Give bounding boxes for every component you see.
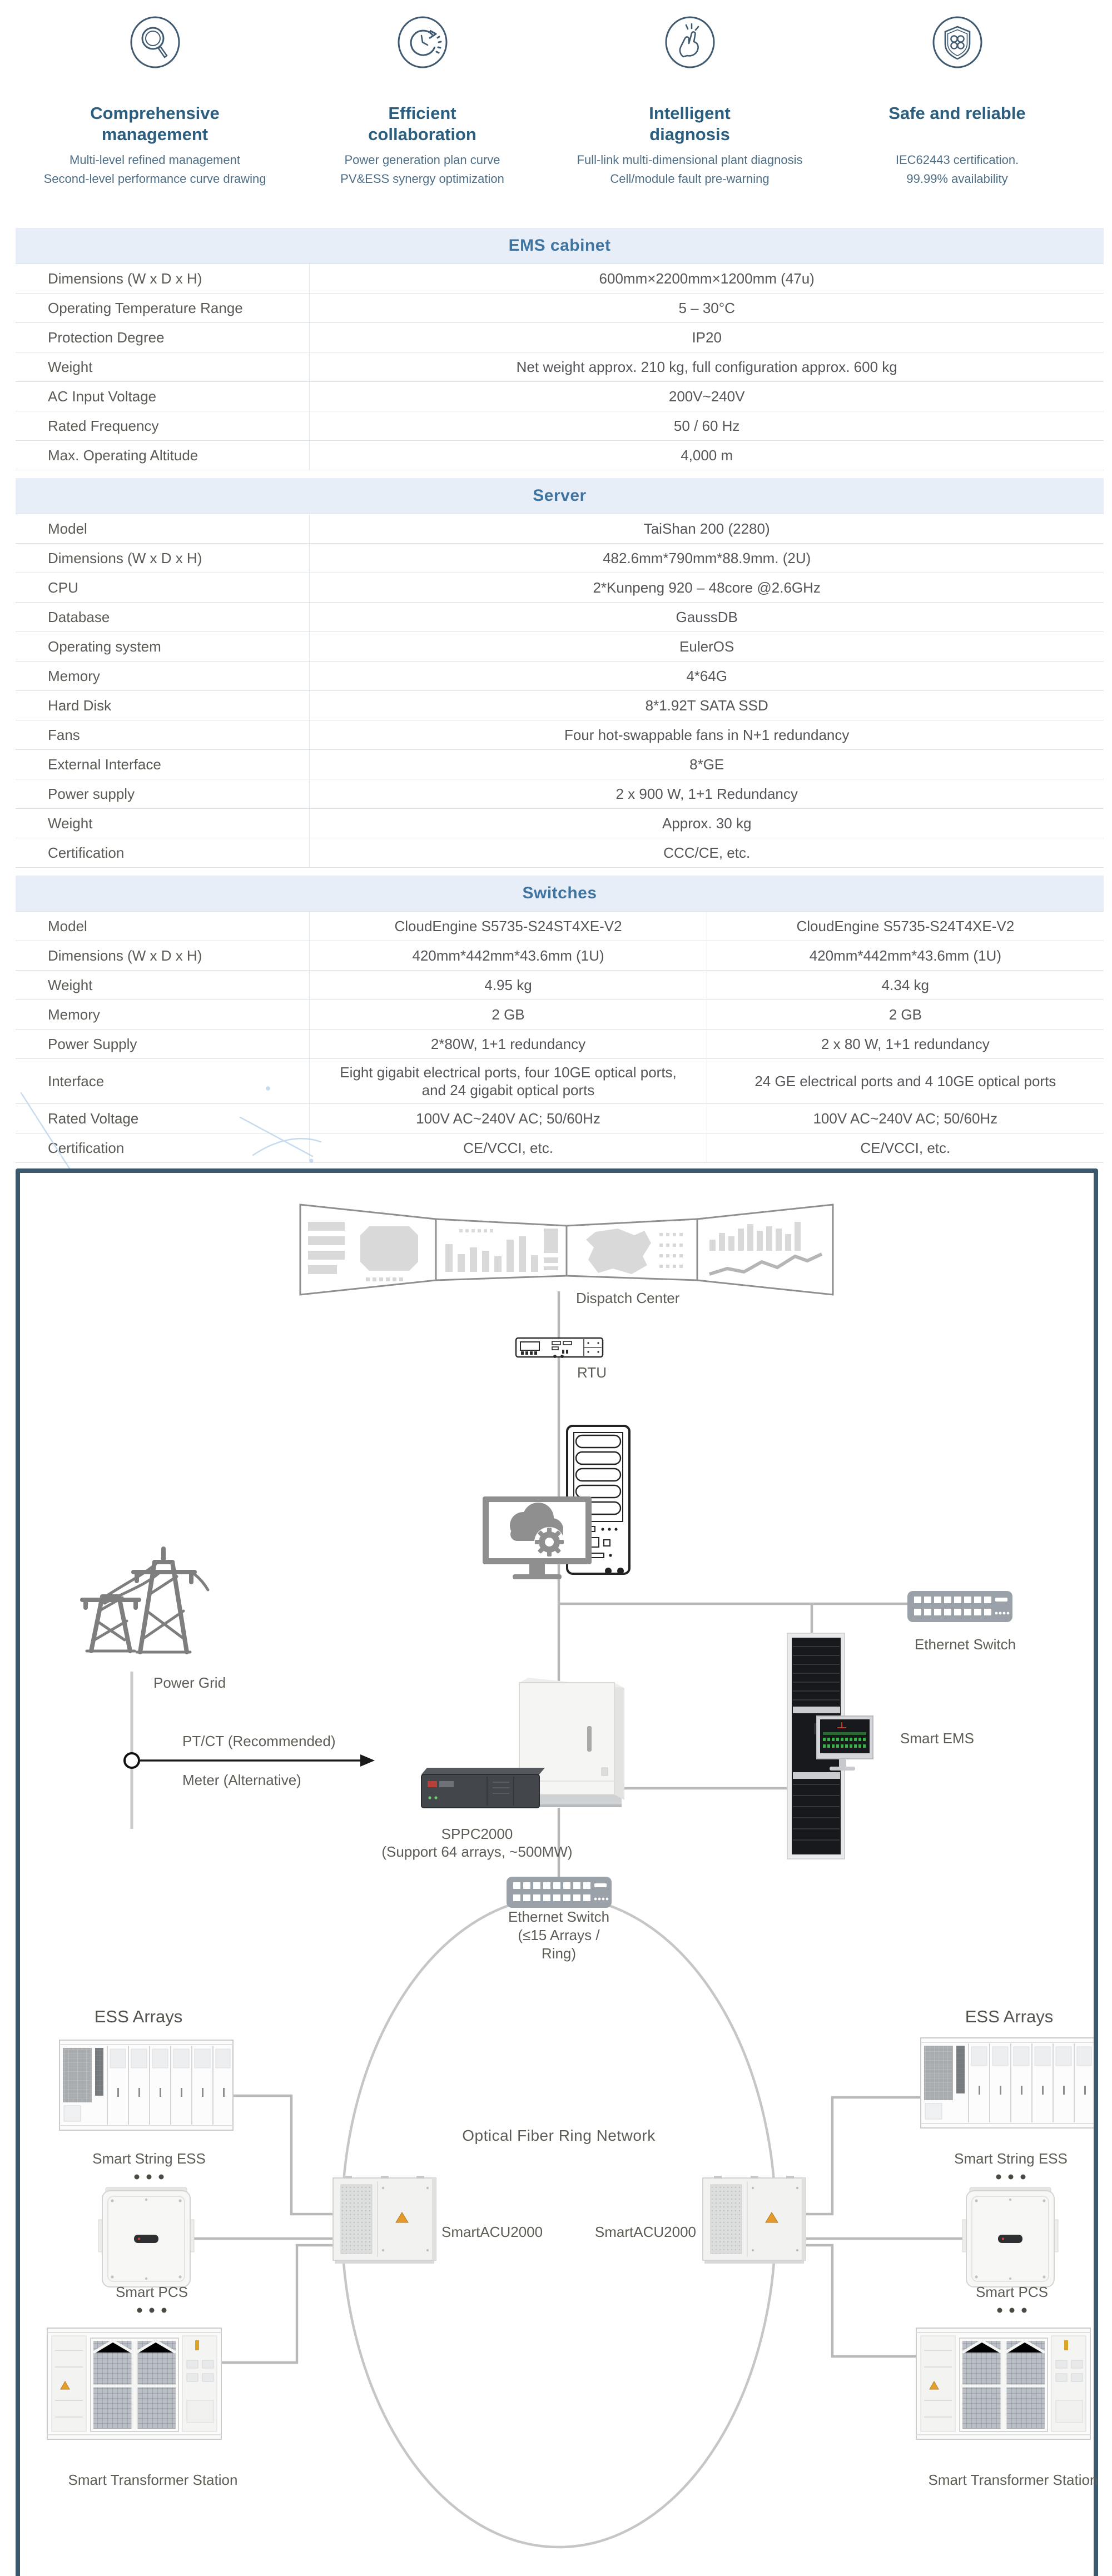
sppc2000-label: SPPC2000	[441, 1826, 513, 1842]
smartacu2000-right-icon	[703, 2176, 806, 2264]
table-row	[16, 381, 1104, 411]
string-ess-right-label: Smart String ESS	[954, 2150, 1068, 2167]
row-label: Dimensions (W x D x H)	[48, 549, 202, 566]
row-value: 4*64G	[309, 662, 1104, 690]
table-row	[16, 1133, 1104, 1163]
feature-title: Comprehensive management	[90, 103, 220, 144]
tap-node-icon	[125, 1753, 139, 1768]
smart-string-ess-left-icon	[59, 2040, 233, 2130]
row-value: 200V~240V	[309, 382, 1104, 411]
row-label: Weight	[48, 814, 93, 832]
shield-clover-icon	[931, 16, 984, 72]
row-value-a: CloudEngine S5735-S24ST4XE-V2	[309, 912, 706, 941]
dispatch-center-screens-icon	[300, 1205, 833, 1295]
power-grid-towers-icon	[82, 1549, 208, 1652]
ethernet-switch-right-label: Ethernet Switch	[914, 1636, 1016, 1653]
ptct-label: PT/CT (Recommended)	[182, 1733, 336, 1749]
row-label: Operating system	[48, 638, 161, 655]
table-row	[16, 411, 1104, 440]
smart-pcs-right-label: Smart PCS	[975, 2284, 1049, 2300]
dispatch-center-label: Dispatch Center	[576, 1290, 680, 1306]
row-value: GaussDB	[309, 603, 1104, 631]
table-row	[16, 808, 1104, 838]
server-table-title: Server	[16, 478, 1104, 514]
feature-safe-reliable	[830, 16, 1084, 196]
row-label: Certification	[48, 844, 125, 861]
string-ess-left-label: Smart String ESS	[92, 2150, 206, 2167]
row-value-a: 4.95 kg	[309, 971, 706, 999]
feature-comprehensive-management	[28, 16, 282, 196]
row-label: Dimensions (W x D x H)	[48, 270, 202, 287]
snap-fingers-icon	[663, 16, 717, 72]
smartacu-left-label: SmartACU2000	[441, 2224, 543, 2240]
table-row	[16, 352, 1104, 381]
row-label: Model	[48, 917, 87, 934]
table-row	[16, 941, 1104, 970]
smart-string-ess-right-icon	[921, 2038, 1094, 2128]
rtu-icon	[516, 1338, 603, 1358]
architecture-diagram-panel	[16, 1168, 1098, 2576]
smart-pcs-left-icon	[98, 2187, 194, 2287]
feature-title: Safe and reliable	[888, 103, 1026, 123]
row-value-a: 2*80W, 1+1 redundancy	[309, 1030, 706, 1058]
sppc2000-controller-icon	[421, 1768, 545, 1808]
row-value-b: 2 x 80 W, 1+1 redundancy	[707, 1030, 1104, 1058]
row-value: Net weight approx. 210 kg, full configuration approx. 600 kg	[309, 352, 1104, 381]
table-row	[16, 999, 1104, 1029]
row-value-a: 420mm*442mm*43.6mm (1U)	[309, 941, 706, 970]
row-label: Memory	[48, 667, 100, 684]
row-label: Weight	[48, 358, 93, 375]
row-label: Fans	[48, 726, 80, 743]
smart-ems-label: Smart EMS	[900, 1730, 974, 1747]
row-value: 50 / 60 Hz	[309, 411, 1104, 440]
cycle-clock-icon	[396, 16, 449, 72]
row-value: EulerOS	[309, 632, 1104, 661]
ethernet-switch-center-label: Ethernet Switch (≤15 Arrays / Ring)	[508, 1908, 610, 1962]
table-row	[16, 749, 1104, 779]
power-grid-label: Power Grid	[153, 1674, 226, 1691]
row-value: Four hot-swappable fans in N+1 redundancy	[309, 720, 1104, 749]
table-row	[16, 440, 1104, 470]
row-label: CPU	[48, 579, 78, 596]
row-label: External Interface	[48, 755, 161, 773]
row-label: Operating Temperature Range	[48, 299, 243, 316]
row-label: Certification	[48, 1139, 125, 1156]
rtu-label: RTU	[577, 1364, 607, 1381]
row-label: Rated Frequency	[48, 417, 159, 434]
smartacu2000-left-icon	[333, 2176, 436, 2264]
arrow-head-icon	[360, 1754, 375, 1767]
row-value: 482.6mm*790mm*88.9mm. (2U)	[309, 544, 1104, 573]
row-label: Rated Voltage	[48, 1110, 139, 1127]
row-value-b: 2 GB	[707, 1000, 1104, 1029]
table-row	[16, 720, 1104, 749]
architecture-diagram	[20, 1173, 1094, 2576]
optical-ring-label: Optical Fiber Ring Network	[462, 2127, 656, 2144]
row-label: Power Supply	[48, 1035, 137, 1052]
smart-transformer-right-icon	[916, 2328, 1090, 2439]
row-value-b: 100V AC~240V AC; 50/60Hz	[707, 1104, 1104, 1133]
server-table	[16, 478, 1104, 868]
table-row	[16, 838, 1104, 868]
table-row	[16, 631, 1104, 661]
smart-pcs-left-label: Smart PCS	[115, 2284, 188, 2300]
row-label: Power supply	[48, 785, 135, 802]
magnifier-icon	[128, 16, 182, 72]
row-value: TaiShan 200 (2280)	[309, 514, 1104, 543]
row-value: 8*GE	[309, 750, 1104, 779]
table-row	[16, 1058, 1104, 1103]
row-value-b: 420mm*442mm*43.6mm (1U)	[707, 941, 1104, 970]
table-row	[16, 690, 1104, 720]
table-row	[16, 661, 1104, 690]
table-row	[16, 573, 1104, 602]
power-grid-feeder	[125, 1672, 375, 1829]
row-label: Dimensions (W x D x H)	[48, 947, 202, 964]
feature-strip	[0, 0, 1112, 196]
smart-transformer-left-icon	[47, 2328, 221, 2439]
smartacu-right-label: SmartACU2000	[594, 2224, 696, 2240]
row-value: 2 x 900 W, 1+1 Redundancy	[309, 779, 1104, 808]
row-label: AC Input Voltage	[48, 387, 157, 405]
row-value: 2*Kunpeng 920 – 48core @2.6GHz	[309, 573, 1104, 602]
row-value-b: 24 GE electrical ports and 4 10GE optical ports	[707, 1059, 1104, 1103]
row-value: Approx. 30 kg	[309, 809, 1104, 838]
row-value: IP20	[309, 323, 1104, 352]
row-label: Protection Degree	[48, 329, 165, 346]
row-value: 4,000 m	[309, 441, 1104, 470]
row-label: Model	[48, 520, 87, 537]
table-row	[16, 293, 1104, 322]
switches-table-title: Switches	[16, 876, 1104, 911]
ess-arrays-right-label: ESS Arrays	[965, 2007, 1054, 2026]
ess-arrays-left-label: ESS Arrays	[94, 2007, 183, 2026]
row-value-a: 100V AC~240V AC; 50/60Hz	[309, 1104, 706, 1133]
table-row	[16, 322, 1104, 352]
table-row	[16, 779, 1104, 808]
row-label: Database	[48, 608, 110, 625]
ellipsis-dots	[135, 2175, 1027, 2313]
feature-intelligent-diagnosis	[563, 16, 817, 196]
row-value: CCC/CE, etc.	[309, 838, 1104, 867]
table-row	[16, 543, 1104, 573]
meter-label: Meter (Alternative)	[182, 1772, 301, 1788]
table-row	[16, 514, 1104, 543]
feature-efficient-collaboration	[295, 16, 549, 196]
row-value-b: 4.34 kg	[707, 971, 1104, 999]
row-label: Memory	[48, 1006, 100, 1023]
transformer-left-label: Smart Transformer Station	[68, 2471, 238, 2488]
row-value: 5 – 30°C	[309, 294, 1104, 322]
table-row	[16, 263, 1104, 293]
row-label: Max. Operating Altitude	[48, 446, 198, 464]
feature-desc: IEC62443 certification. 99.99% availability	[895, 153, 1019, 186]
ethernet-switch-right-icon	[907, 1591, 1012, 1622]
sppc2000-sub-label: (Support 64 arrays, ~500MW)	[381, 1843, 573, 1860]
table-row	[16, 1029, 1104, 1058]
row-value-b: CloudEngine S5735-S24T4XE-V2	[707, 912, 1104, 941]
table-row	[16, 1103, 1104, 1133]
row-label: Hard Disk	[48, 697, 112, 714]
row-label: Weight	[48, 976, 93, 993]
table-row	[16, 911, 1104, 941]
row-value: 600mm×2200mm×1200mm (47u)	[309, 264, 1104, 293]
table-row	[16, 970, 1104, 999]
feature-desc: Multi-level refined management Second-level performance curve drawing	[43, 153, 266, 186]
row-value-a: CE/VCCI, etc.	[309, 1133, 706, 1162]
row-value-b: CE/VCCI, etc.	[707, 1133, 1104, 1162]
row-value: 8*1.92T SATA SSD	[309, 691, 1104, 720]
row-label: Interface	[48, 1072, 105, 1090]
ems-table-title: EMS cabinet	[16, 228, 1104, 263]
ems-cabinet-table	[16, 228, 1104, 470]
row-value-a: 2 GB	[309, 1000, 706, 1029]
ethernet-switch-center-icon	[507, 1877, 612, 1908]
transformer-right-label: Smart Transformer Station	[928, 2471, 1098, 2488]
feature-title: Efficient collaboration	[368, 103, 476, 144]
switches-table	[16, 876, 1104, 1163]
smart-pcs-right-icon	[962, 2187, 1058, 2287]
feature-desc: Power generation plan curve PV&ESS synergy optimization	[340, 153, 504, 186]
row-value-a: Eight gigabit electrical ports, four 10GE optical ports, and 24 gigabit optical ports	[309, 1059, 706, 1103]
feature-desc: Full-link multi-dimensional plant diagnosis Cell/module fault pre-warning	[577, 153, 803, 186]
table-row	[16, 602, 1104, 631]
feature-title: Intelligent diagnosis	[649, 103, 731, 144]
